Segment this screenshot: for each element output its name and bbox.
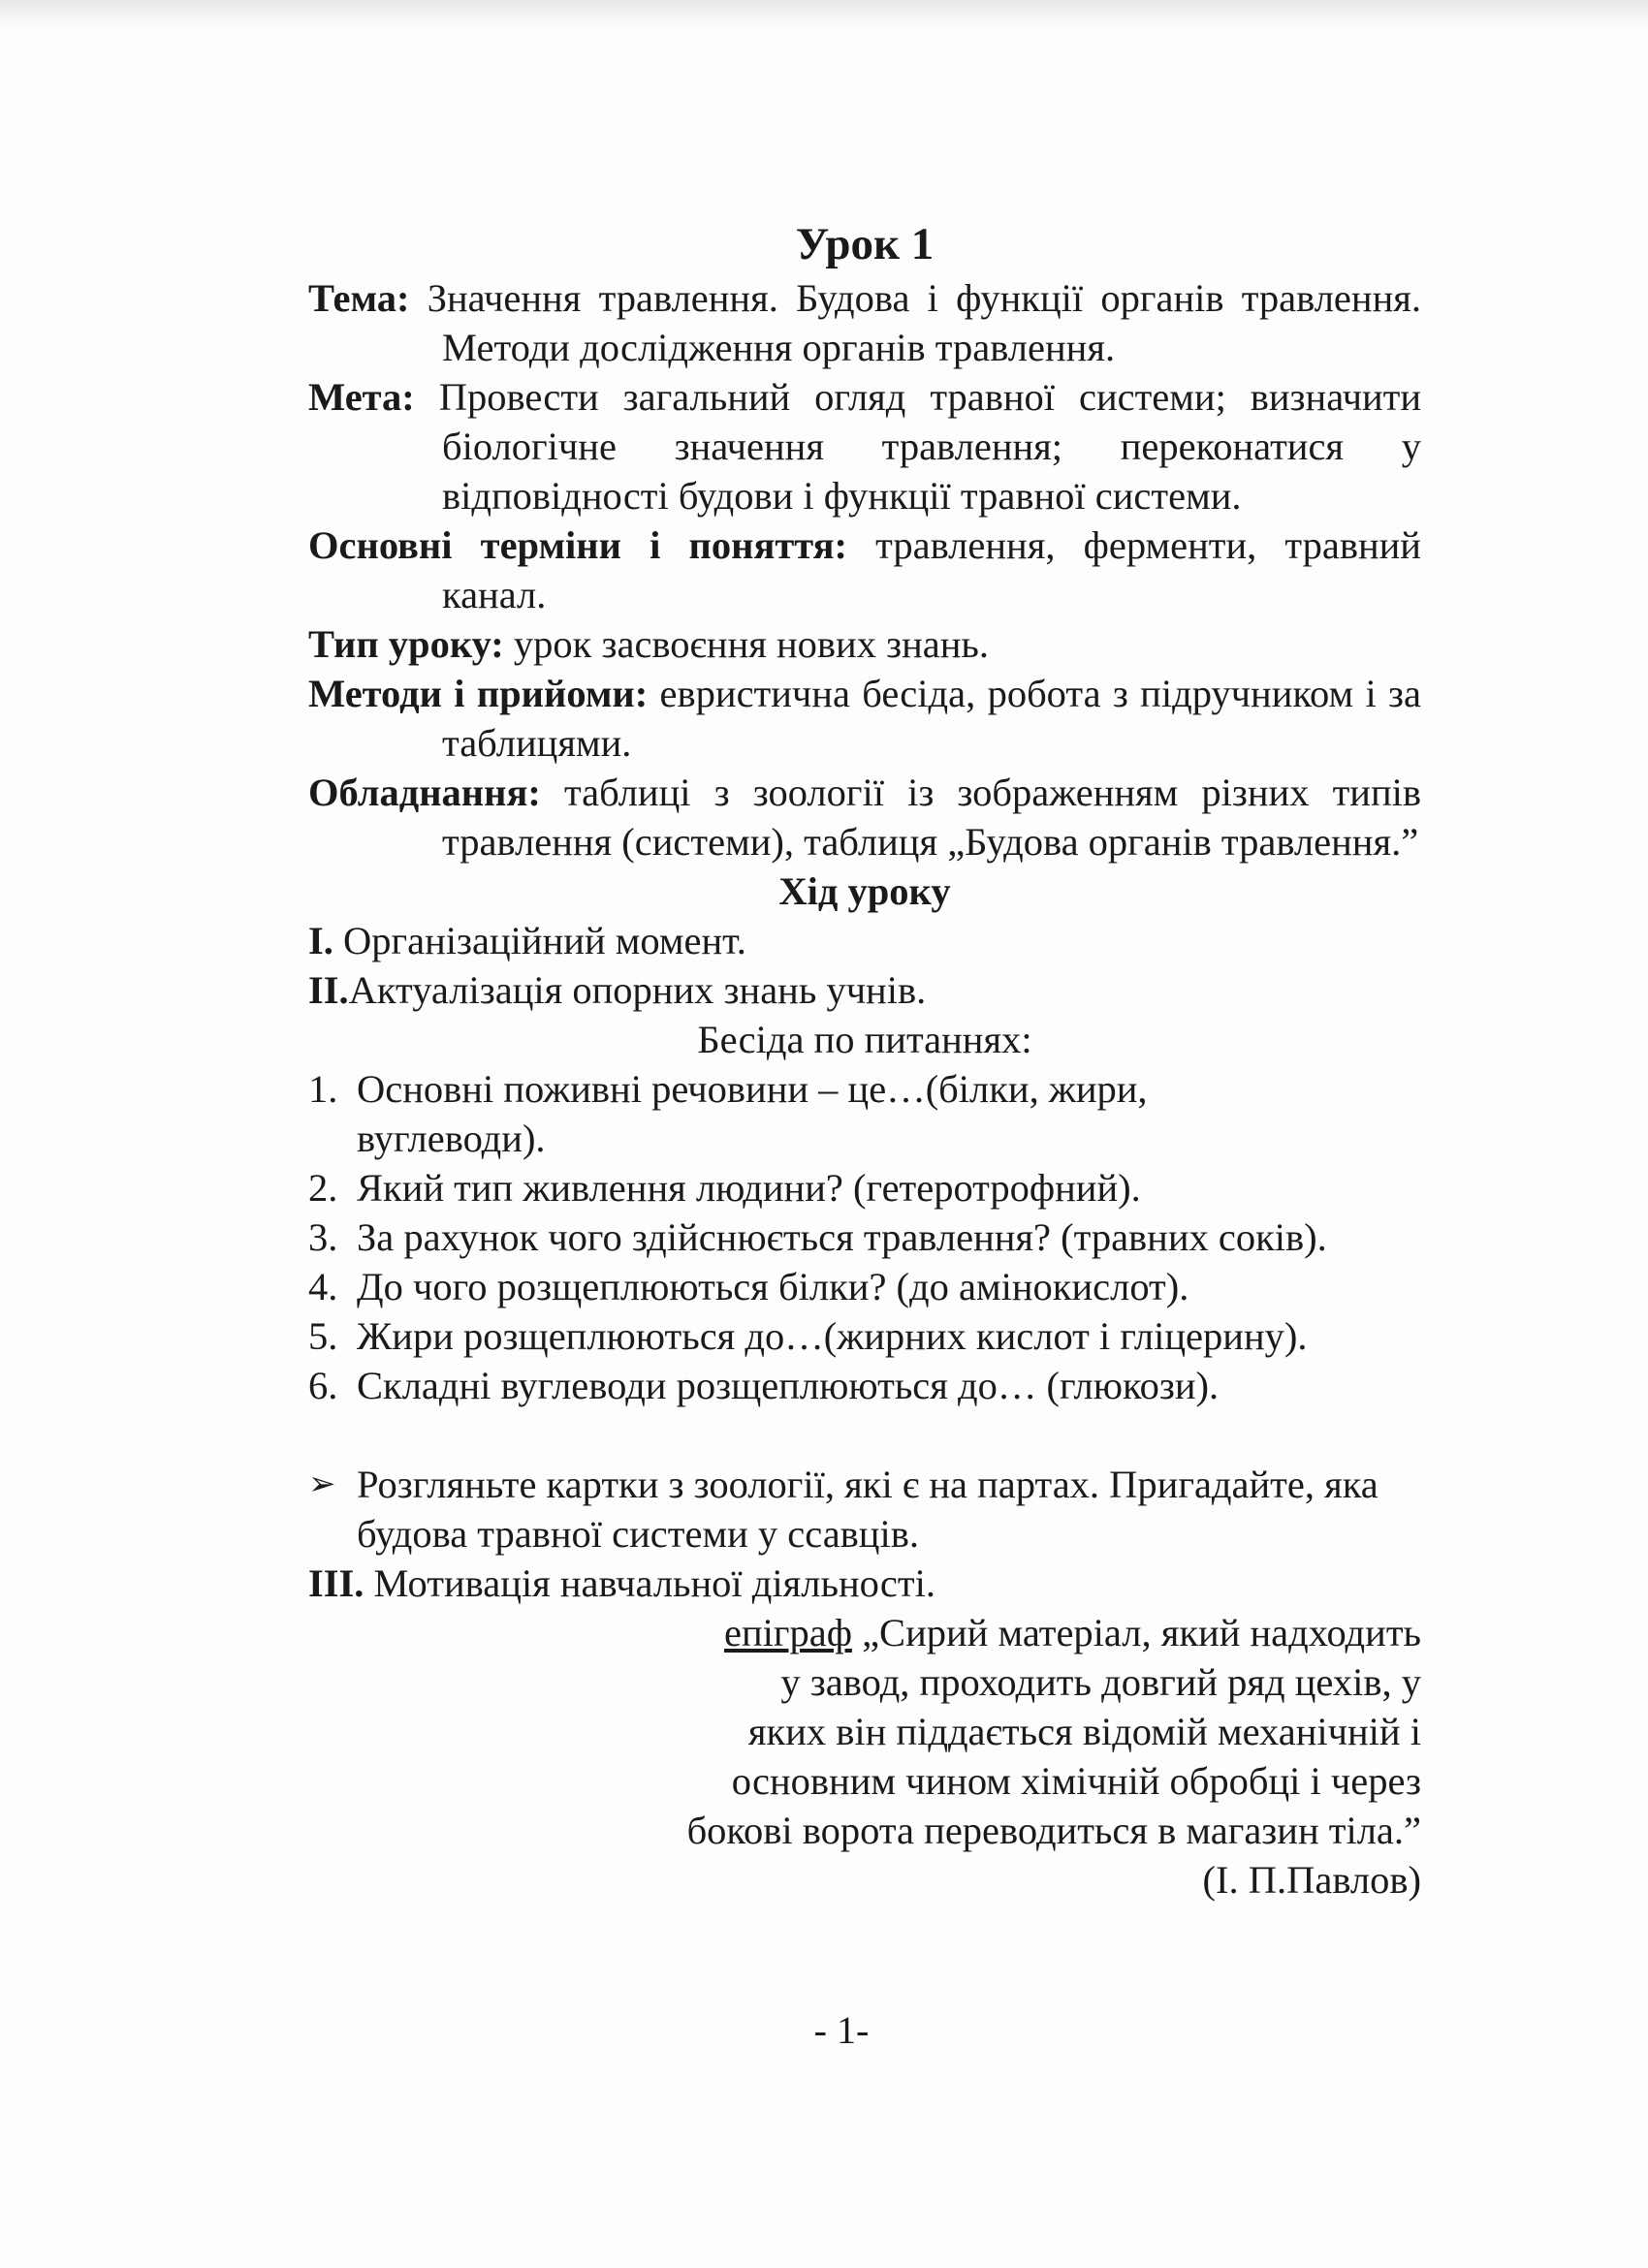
topic-text: Значення травлення. Будова і функції органів травлення. Методи дослідження органів травлення. bbox=[409, 276, 1421, 369]
question-number: 2. bbox=[308, 1166, 338, 1210]
task-text: Розгляньте картки з зоології, які є на партах. Пригадайте, яка будова травної системи у ссавців. bbox=[357, 1463, 1379, 1556]
arrow-bullet-icon: ➢ bbox=[308, 1465, 336, 1503]
equipment-text: таблиці з зоології із зображенням різних типів травлення (системи), таблиця „Будова органів травлення.” bbox=[442, 771, 1421, 864]
question-text: Який тип живлення людини? (гетеротрофний). bbox=[357, 1166, 1141, 1210]
lesson-plan bbox=[308, 215, 1421, 1905]
page-number-text: - 1- bbox=[813, 2008, 870, 2052]
task-item bbox=[308, 1460, 1421, 1559]
question-number: 6. bbox=[308, 1364, 338, 1407]
question-list bbox=[308, 1064, 1421, 1410]
epigraph bbox=[308, 1608, 1421, 1905]
stage-2-text: Актуалізація опорних знань учнів. bbox=[348, 968, 927, 1012]
epigraph-label: епіграф bbox=[723, 1611, 852, 1654]
epigraph-line: у завод, проходить довгий ряд цехів, у bbox=[780, 1660, 1421, 1704]
stage-3-number: ІІІ. bbox=[308, 1561, 364, 1605]
epigraph-line: яких він піддається відомій механічній і bbox=[747, 1710, 1421, 1753]
lesson-type-label: Тип уроку: bbox=[308, 622, 504, 666]
question-text: Жири розщеплюються до…(жирних кислот і гліцерину). bbox=[357, 1314, 1308, 1358]
stage-1-text: Організаційний момент. bbox=[333, 919, 746, 962]
epigraph-author: (І. П.Павлов) bbox=[1202, 1858, 1421, 1902]
course-heading: Хід уроку bbox=[778, 869, 951, 913]
question-text: Складні вуглеводи розщеплюються до… (глюкози). bbox=[357, 1364, 1220, 1407]
epigraph-line: бокові ворота переводиться в магазин тіла.” bbox=[686, 1809, 1421, 1852]
methods-text: евристична бесіда, робота з підручником і за таблицями. bbox=[442, 672, 1421, 765]
topic-paragraph bbox=[308, 273, 1421, 372]
list-item bbox=[308, 1311, 1421, 1361]
terms-paragraph bbox=[308, 520, 1421, 619]
lesson-type-text: урок засвоєння нових знань. bbox=[503, 622, 990, 666]
methods-label: Методи і прийоми: bbox=[308, 672, 649, 715]
goal-paragraph bbox=[308, 372, 1421, 520]
lesson-title: Урок 1 bbox=[795, 219, 935, 269]
stage-1-number: І. bbox=[308, 919, 333, 962]
epigraph-line bbox=[308, 1608, 1421, 1657]
question-number: 1. bbox=[308, 1067, 338, 1111]
stage-3 bbox=[308, 1559, 1421, 1608]
stage-3-text: Мотивація навчальної діяльності. bbox=[364, 1561, 935, 1605]
list-item bbox=[308, 1262, 1421, 1311]
epigraph-text: „Сирий матеріал, який надходить bbox=[851, 1611, 1421, 1654]
question-text: До чого розщеплюються білки? (до амінокислот). bbox=[357, 1265, 1189, 1308]
equipment-paragraph bbox=[308, 768, 1421, 866]
lesson-type-paragraph bbox=[308, 619, 1421, 669]
stage-2 bbox=[308, 965, 1421, 1015]
terms-text: травлення, ферменти, травний канал. bbox=[442, 523, 1421, 616]
topic-label: Тема: bbox=[308, 276, 410, 320]
list-item bbox=[308, 1213, 1421, 1262]
stage-2-number: ІІ. bbox=[308, 968, 349, 1012]
goal-text: Провести загальний огляд травної системи; визначити біологічне значення травлення; переконатися у відповідності будови і функції травної системи. bbox=[414, 375, 1421, 518]
equipment-label: Обладнання: bbox=[308, 771, 541, 814]
discussion-heading: Бесіда по питаннях: bbox=[697, 1018, 1032, 1061]
list-item bbox=[308, 1064, 1421, 1163]
page-number bbox=[0, 2007, 1648, 2053]
list-item bbox=[308, 1163, 1421, 1213]
epigraph-line: основним чином хімічній обробці і через bbox=[731, 1759, 1421, 1803]
question-number: 5. bbox=[308, 1314, 338, 1358]
question-text: Основні поживні речовини – це…(білки, жири, вуглеводи). bbox=[357, 1067, 1148, 1160]
question-text: За рахунок чого здійснюється травлення? (травних соків). bbox=[357, 1215, 1327, 1259]
question-number: 3. bbox=[308, 1215, 338, 1259]
scan-edge-shadow bbox=[0, 0, 1648, 27]
methods-paragraph bbox=[308, 669, 1421, 768]
terms-label: Основні терміни і поняття: bbox=[308, 523, 848, 567]
list-item bbox=[308, 1361, 1421, 1410]
stage-1 bbox=[308, 916, 1421, 965]
goal-label: Мета: bbox=[308, 375, 415, 419]
question-number: 4. bbox=[308, 1265, 338, 1308]
blank-line bbox=[308, 1410, 1421, 1460]
